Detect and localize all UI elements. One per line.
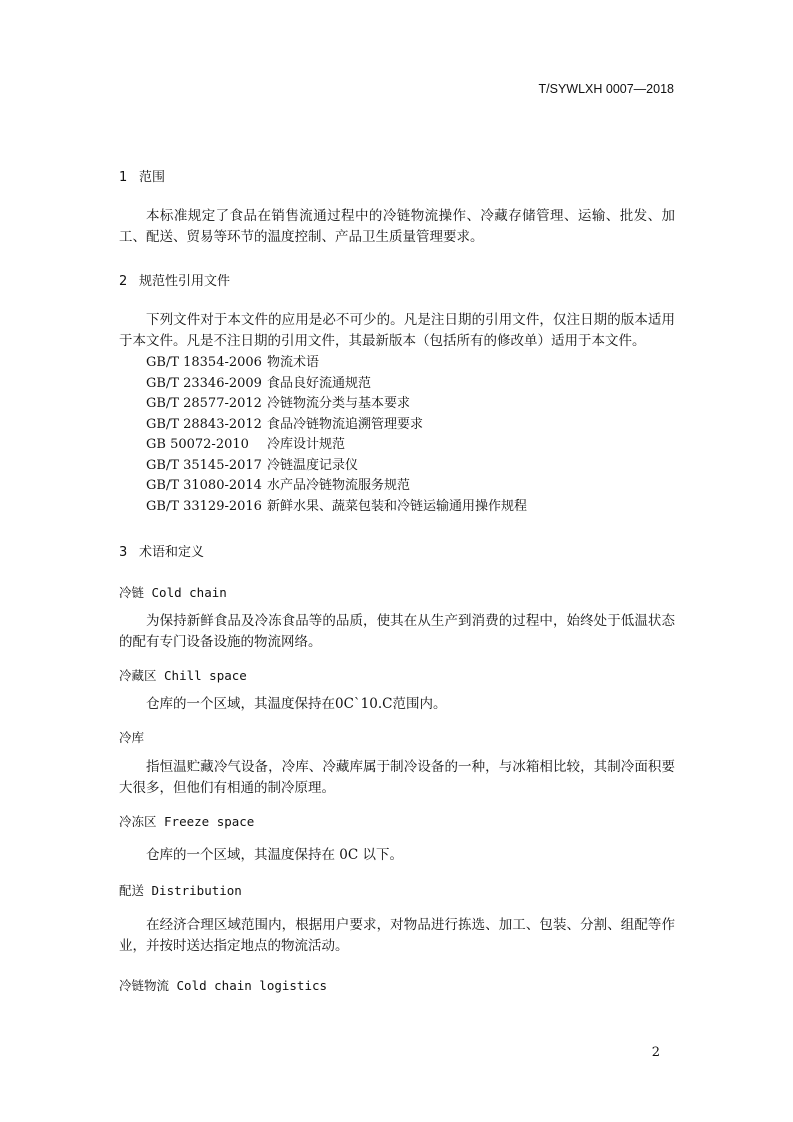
- reference-code: GB/T 18354-2006: [146, 355, 262, 370]
- section-number: 1: [119, 170, 128, 185]
- reference-title: 冷链温度记录仪: [267, 457, 359, 473]
- term-cold-storage: 冷库: [119, 730, 145, 745]
- section-heading-references: [119, 270, 230, 289]
- section-title: 范围: [139, 170, 166, 185]
- section-title: 术语和定义: [139, 545, 205, 560]
- term-cold-chain: 冷链 Cold chain: [119, 585, 227, 600]
- references-paragraph: 下列文件对于本文件的应用是必不可少的。凡是注日期的引用文件，仅注日期的版本适用于本文件。凡是不注日期的引用文件，其最新版本（包括所有的修改单）适用于本文件。: [119, 312, 675, 349]
- reference-item: [146, 456, 358, 477]
- page-number: 2: [651, 1045, 660, 1060]
- reference-title: 食品良好流通规范: [267, 375, 372, 391]
- reference-item: [146, 394, 410, 415]
- reference-title: 冷链物流分类与基本要求: [267, 396, 411, 411]
- term-definition: 仓库的一个区域，其温度保持在 0C 以下。: [146, 847, 404, 863]
- section-title: 规范性引用文件: [139, 274, 231, 289]
- reference-item: [146, 353, 319, 374]
- section-heading-terms: [119, 541, 204, 560]
- reference-title: 食品冷链物流追溯管理要求: [267, 416, 424, 432]
- reference-title: 新鲜水果、蔬菜包装和冷链运输通用操作规程: [267, 498, 528, 514]
- term-definition: 在经济合理区域范围内，根据用户要求，对物品进行拣选、加工、包装、分割、组配等作业，并按时送达指定地点的物流活动。: [119, 917, 675, 954]
- reference-code: GB/T 28843-2012: [146, 416, 262, 432]
- reference-item: [146, 435, 345, 456]
- reference-title: 水产品冷链物流服务规范: [267, 478, 411, 493]
- term-definition: 为保持新鲜食品及冷冻食品等的品质，使其在从生产到消费的过程中，始终处于低温状态的配有专门设备设施的物流网络。: [119, 613, 675, 650]
- reference-item: [146, 476, 410, 497]
- term-definition: 仓库的一个区域，其温度保持在0C`10.C范围内。: [146, 696, 447, 712]
- section-number: 2: [119, 274, 128, 289]
- reference-item: [146, 374, 371, 395]
- term-distribution: 配送 Distribution: [119, 883, 242, 898]
- term-freeze-space: 冷冻区 Freeze space: [119, 814, 255, 829]
- reference-title: 物流术语: [267, 355, 320, 370]
- reference-code: GB/T 33129-2016: [146, 498, 262, 514]
- reference-code: GB 50072-2010: [146, 437, 249, 452]
- term-definition: 指恒温贮藏冷气设备，冷库、冷藏库属于制冷设备的一种，与冰箱相比较，其制冷面积要大很多，但他们有相通的制冷原理。: [119, 759, 675, 796]
- document-number: T/SYWLXH 0007—2018: [538, 82, 674, 96]
- reference-item: [146, 415, 423, 436]
- reference-title: 冷库设计规范: [267, 437, 346, 452]
- term-chill-space: 冷藏区 Chill space: [119, 668, 247, 683]
- reference-code: GB/T 23346-2009: [146, 375, 262, 391]
- reference-item: [146, 497, 527, 518]
- scope-paragraph: 本标准规定了食品在销售流通过程中的冷链物流操作、冷藏存储管理、运输、批发、加工、配送、贸易等环节的温度控制、产品卫生质量管理要求。: [119, 208, 675, 245]
- reference-code: GB/T 28577-2012: [146, 396, 262, 411]
- section-number: 3: [119, 545, 128, 560]
- reference-code: GB/T 31080-2014: [146, 478, 262, 493]
- section-heading-scope: [119, 166, 165, 185]
- term-cold-chain-logistics: 冷链物流 Cold chain logistics: [119, 978, 328, 993]
- reference-code: GB/T 35145-2017: [146, 457, 262, 473]
